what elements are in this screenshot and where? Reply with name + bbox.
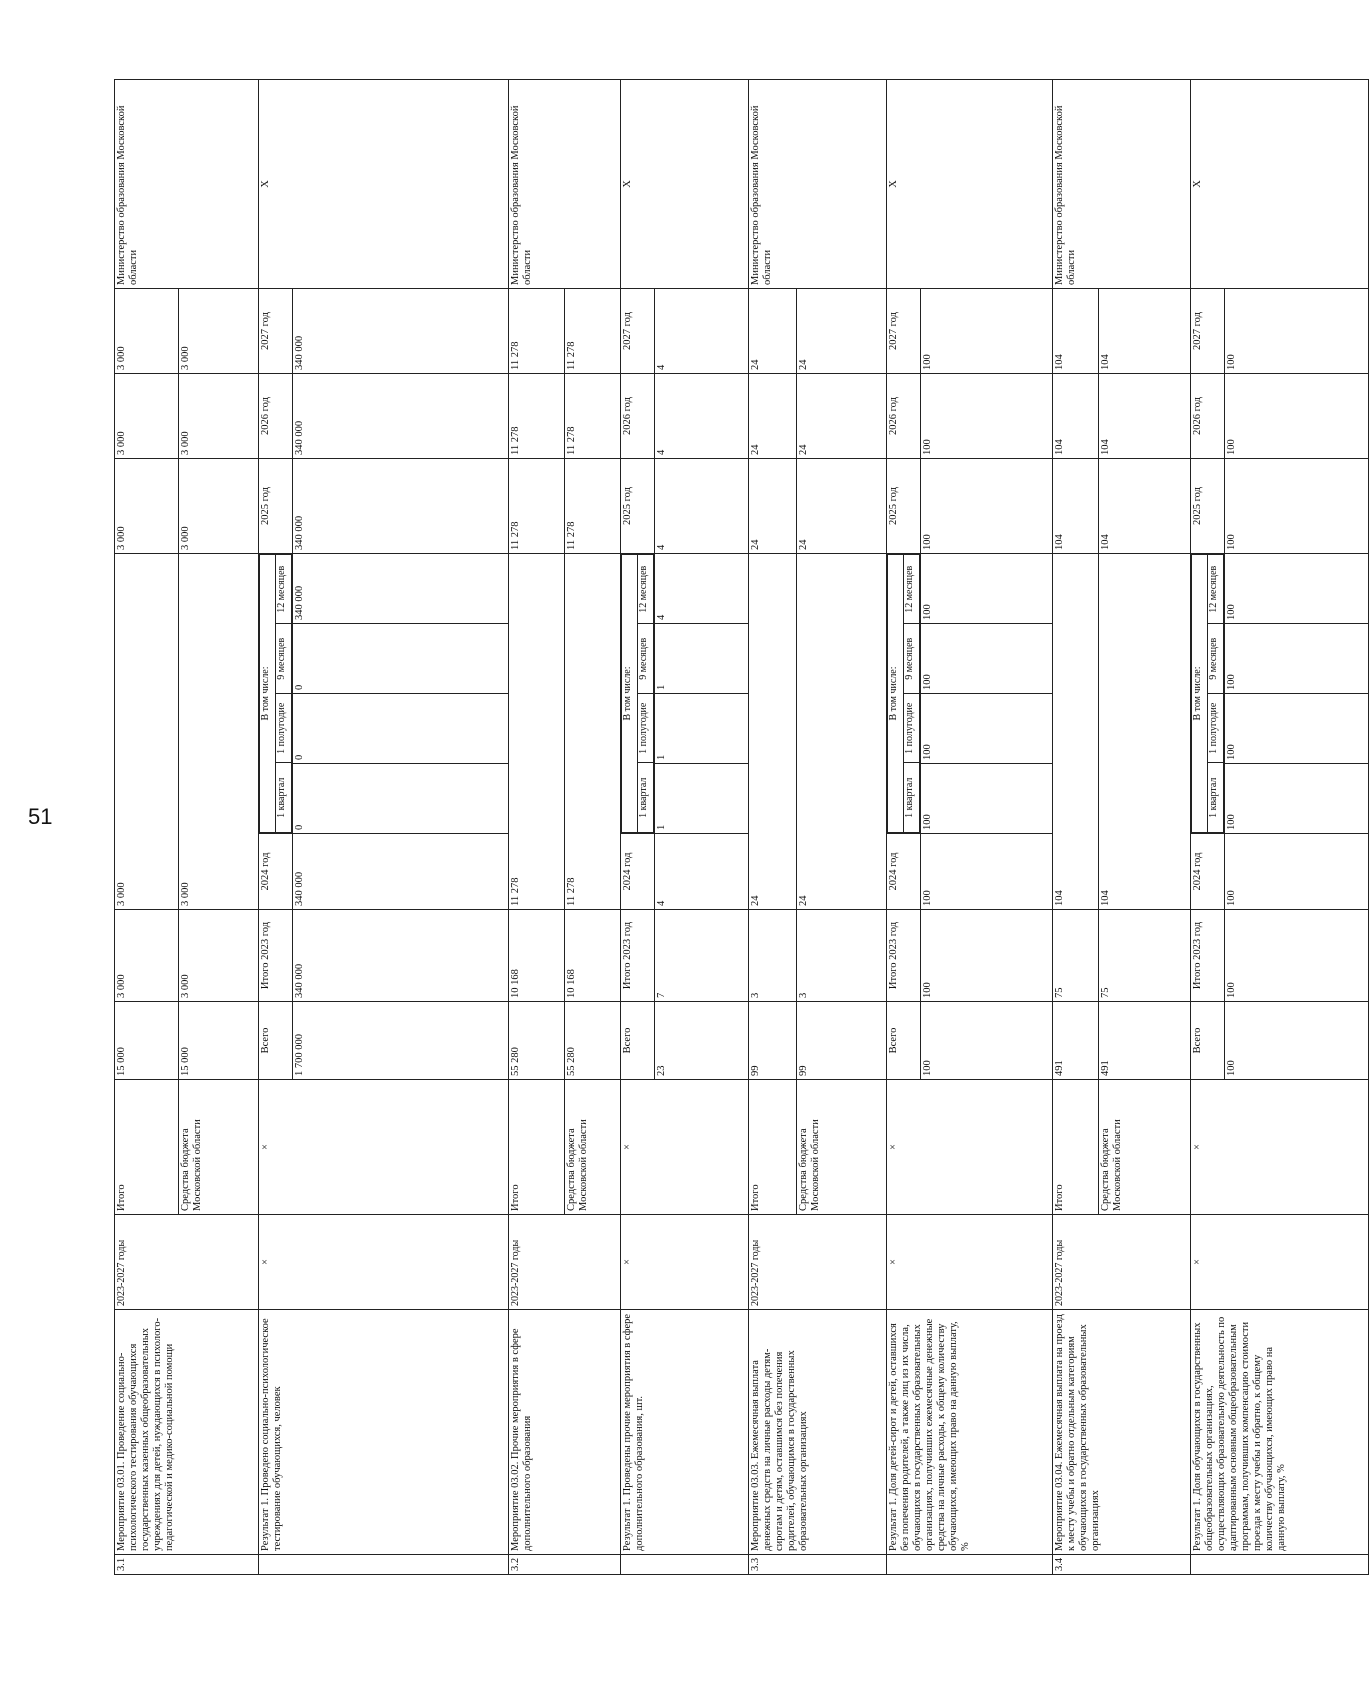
result-q1: 100 [921,764,1053,834]
result-period-x: × [621,1215,749,1310]
header-2023: Итого 2023 год [887,910,921,1002]
header-total: Всего [259,1002,293,1080]
result-responsible-x: Х [887,80,1053,289]
cell-2027: 3 000 [115,289,179,374]
result-source-x: × [887,1080,1053,1215]
result-total: 100 [1225,1002,1369,1080]
result-2025: 100 [1225,459,1369,554]
result-period-x: × [259,1215,509,1310]
cell-2027: 11 278 [565,289,621,374]
header-q1: 1 квартал [904,763,920,833]
funding-source: Итого [509,1080,565,1215]
result-q4: 100 [1225,554,1369,624]
header-2026: 2026 год [621,374,655,459]
cell-2027: 3 000 [179,289,259,374]
result-2024: 100 [1225,834,1369,910]
activity-number: 3.1 [115,1555,259,1575]
cell-2026: 3 000 [179,374,259,459]
header-2025: 2025 год [1191,459,1225,554]
quarters-header [887,554,921,834]
cell-2024: 24 [797,554,887,910]
header-2026: 2026 год [259,374,293,459]
header-2023: Итого 2023 год [259,910,293,1002]
cell-total: 99 [749,1002,797,1080]
cell-2025: 11 278 [565,459,621,554]
cell-2027: 11 278 [509,289,565,374]
header-q2: 1 полугодие [276,694,292,764]
result-responsible-x: Х [1191,80,1369,289]
result-total: 100 [921,1002,1053,1080]
header-2025: 2025 год [887,459,921,554]
header-q2: 1 полугодие [1208,694,1224,764]
result-q1: 100 [1225,764,1369,834]
cell-2024: 104 [1053,554,1099,910]
header-q4: 12 месяцев [276,555,292,625]
cell-2023: 3 [749,910,797,1002]
funding-source: Средства бюджета Московской области [565,1080,621,1215]
header-2025: 2025 год [259,459,293,554]
result-q2: 100 [921,694,1053,764]
cell-2026: 104 [1053,374,1099,459]
cell-2025: 3 000 [115,459,179,554]
header-2024: 2024 год [621,834,655,910]
header-including: В том числе: [622,555,638,833]
activity-period: 2023-2027 годы [749,1215,887,1310]
activity-row-total [509,80,565,1575]
cell-2027: 104 [1099,289,1191,374]
result-source-x: × [621,1080,749,1215]
result-header-row [887,80,921,1575]
cell-2023: 10 168 [565,910,621,1002]
result-text: Результат 1. Проведены прочие мероприятия в сфере дополнительного образования, шт. [621,1310,749,1555]
cell-2025: 11 278 [509,459,565,554]
activity-row-total [1053,80,1099,1575]
responsible-executor: Министерство образования Московской области [1053,80,1191,289]
header-2024: 2024 год [887,834,921,910]
result-2024: 100 [921,834,1053,910]
result-q3: 100 [1225,624,1369,694]
result-2024: 340 000 [293,834,509,910]
result-2026: 340 000 [293,374,509,459]
header-q1: 1 квартал [276,763,292,833]
header-q2: 1 полугодие [904,694,920,764]
result-2027: 4 [655,289,749,374]
cell-2027: 24 [749,289,797,374]
header-q3: 9 месяцев [638,624,654,694]
funding-source: Средства бюджета Московской области [1099,1080,1191,1215]
header-including: В том числе: [1192,555,1208,833]
header-2027: 2027 год [621,289,655,374]
result-header-row [1191,80,1225,1575]
cell-2024: 11 278 [565,554,621,910]
result-q4: 100 [921,554,1053,624]
result-q3: 1 [655,624,749,694]
header-2024: 2024 год [259,834,293,910]
cell-2026: 11 278 [565,374,621,459]
result-text: Результат 1. Доля детей-сирот и детей, оставшихся без попечения родителей, а также лиц из их числа, обучающихся в государственных образовательных организациях, получивших ежемесячные денежные средства на личные расходы, к общему количеству обучающихся, имеющих право на данную выплату, % [887,1310,1053,1555]
rotated-table-container [114,80,1287,1575]
cell-2024: 3 000 [115,554,179,910]
cell-total: 55 280 [565,1002,621,1080]
result-period-x: × [887,1215,1053,1310]
result-source-x: × [259,1080,509,1215]
responsible-executor: Министерство образования Московской области [509,80,621,289]
result-text: Результат 1. Доля обучающихся в государственных общеобразовательных организациях, осуществляющих образовательную деятельность по адаптированным основным общеобразовательным программам, получивших компенсацию стоимости проезда к месту учебы и обратно, к общему количеству обучающихся, имеющих право на данную выплату, % [1191,1310,1369,1555]
cell-2026: 11 278 [509,374,565,459]
result-2026: 100 [1225,374,1369,459]
header-total: Всего [1191,1002,1225,1080]
funding-source: Итого [749,1080,797,1215]
header-q3: 9 месяцев [276,624,292,694]
header-2026: 2026 год [1191,374,1225,459]
header-2027: 2027 год [259,289,293,374]
result-q2: 0 [293,694,509,764]
cell-total: 15 000 [115,1002,179,1080]
result-responsible-x: Х [621,80,749,289]
result-header-row [259,80,293,1575]
activity-period: 2023-2027 годы [509,1215,621,1310]
activity-row-total [749,80,797,1575]
cell-2024: 11 278 [509,554,565,910]
cell-total: 15 000 [179,1002,259,1080]
result-2023: 340 000 [293,910,509,1002]
header-q2: 1 полугодие [638,694,654,764]
quarters-header [621,554,655,834]
header-2026: 2026 год [887,374,921,459]
result-responsible-x: Х [259,80,509,289]
header-2027: 2027 год [887,289,921,374]
result-q1: 1 [655,764,749,834]
result-q1: 0 [293,764,509,834]
cell-2025: 104 [1099,459,1191,554]
activity-number: 3.3 [749,1555,887,1575]
activity-title: Мероприятие 03.04. Ежемесячная выплата на проезд к месту учебы и обратно отдельным категориям обучающихся в государственных образовательных организациях [1053,1310,1191,1555]
cell-2026: 3 000 [115,374,179,459]
cell-2023: 75 [1099,910,1191,1002]
header-2023: Итого 2023 год [1191,910,1225,1002]
result-total: 23 [655,1002,749,1080]
result-q2: 100 [1225,694,1369,764]
cell-2024: 104 [1099,554,1191,910]
cell-2023: 3 000 [115,910,179,1002]
activity-number: 3.2 [509,1555,621,1575]
result-2023: 100 [921,910,1053,1002]
cell-2027: 104 [1053,289,1099,374]
funding-source: Итого [115,1080,179,1215]
page-number: 51 [28,804,53,829]
result-q3: 100 [921,624,1053,694]
result-q4: 4 [655,554,749,624]
result-2023: 100 [1225,910,1369,1002]
result-2026: 100 [921,374,1053,459]
header-q3: 9 месяцев [904,624,920,694]
header-q4: 12 месяцев [904,555,920,625]
quarters-header [1191,554,1225,834]
result-2027: 100 [1225,289,1369,374]
result-q4: 340 000 [293,554,509,624]
activity-period: 2023-2027 годы [115,1215,259,1310]
header-2025: 2025 год [621,459,655,554]
activity-period: 2023-2027 годы [1053,1215,1191,1310]
header-q1: 1 квартал [638,763,654,833]
result-q2: 1 [655,694,749,764]
cell-2025: 104 [1053,459,1099,554]
cell-2026: 24 [749,374,797,459]
result-2024: 4 [655,834,749,910]
funding-source: Средства бюджета Московской области [179,1080,259,1215]
header-q4: 12 месяцев [638,555,654,625]
cell-2025: 24 [749,459,797,554]
header-q1: 1 квартал [1208,763,1224,833]
cell-total: 491 [1053,1002,1099,1080]
cell-2023: 3 [797,910,887,1002]
cell-2023: 75 [1053,910,1099,1002]
result-2025: 100 [921,459,1053,554]
cell-2024: 24 [749,554,797,910]
header-q4: 12 месяцев [1208,555,1224,625]
header-total: Всего [621,1002,655,1080]
header-2024: 2024 год [1191,834,1225,910]
activity-row-total [115,80,179,1575]
cell-2025: 24 [797,459,887,554]
header-including: В том числе: [888,555,904,833]
cell-2026: 104 [1099,374,1191,459]
program-activities-table [114,79,1369,1575]
responsible-executor: Министерство образования Московской области [115,80,259,289]
cell-total: 55 280 [509,1002,565,1080]
result-2025: 4 [655,459,749,554]
responsible-executor: Министерство образования Московской области [749,80,887,289]
result-2026: 4 [655,374,749,459]
funding-source: Итого [1053,1080,1099,1215]
result-text: Результат 1. Проведено социально-психологическое тестирование обучающихся, человек [259,1310,509,1555]
cell-2027: 24 [797,289,887,374]
cell-2023: 10 168 [509,910,565,1002]
activity-title: Мероприятие 03.02. Прочие мероприятия в сфере дополнительного образования [509,1310,621,1555]
header-2027: 2027 год [1191,289,1225,374]
result-source-x: × [1191,1080,1369,1215]
cell-2025: 3 000 [179,459,259,554]
cell-2024: 3 000 [179,554,259,910]
header-q3: 9 месяцев [1208,624,1224,694]
cell-total: 491 [1099,1002,1191,1080]
result-q3: 0 [293,624,509,694]
activity-title: Мероприятие 03.01. Проведение социально-психологического тестирования обучающихся государственных казенных общеобразовательных учреждениях для детей, нуждающихся в психолого-педагогической и медико-социальной помощи [115,1310,259,1555]
result-2025: 340 000 [293,459,509,554]
result-2023: 7 [655,910,749,1002]
cell-2026: 24 [797,374,887,459]
result-period-x: × [1191,1215,1369,1310]
result-header-row [621,80,655,1575]
result-2027: 340 000 [293,289,509,374]
cell-total: 99 [797,1002,887,1080]
result-total: 1 700 000 [293,1002,509,1080]
header-2023: Итого 2023 год [621,910,655,1002]
header-total: Всего [887,1002,921,1080]
quarters-header [259,554,293,834]
result-2027: 100 [921,289,1053,374]
activity-number: 3.4 [1053,1555,1191,1575]
header-including: В том числе: [260,555,276,833]
funding-source: Средства бюджета Московской области [797,1080,887,1215]
activity-title: Мероприятие 03.03. Ежемесячная выплата денежных средств на личные расходы детям-сиротам и детям, оставшимся без попечения родителей, обучающимся в государственных образовательных организациях [749,1310,887,1555]
cell-2023: 3 000 [179,910,259,1002]
